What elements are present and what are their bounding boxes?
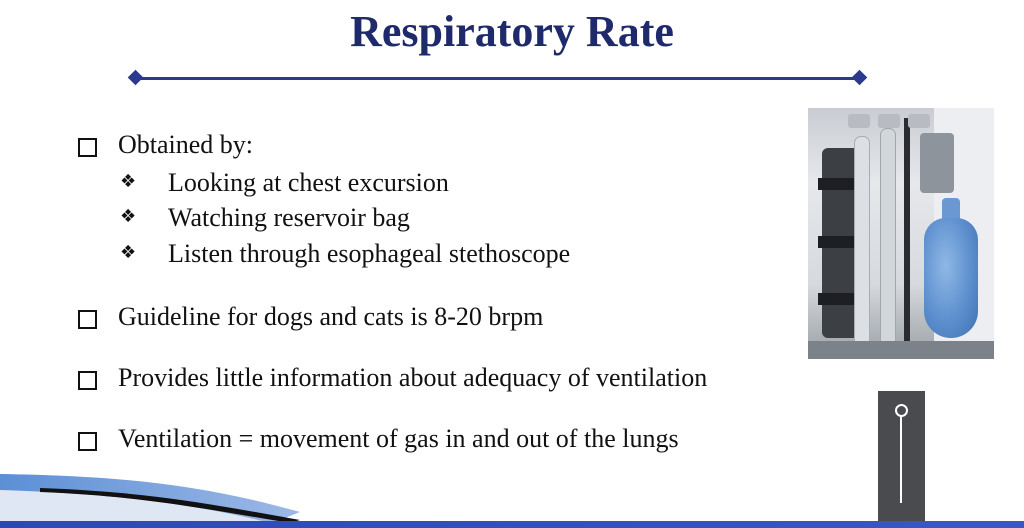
diamond-bullet-icon: ❖ (120, 206, 137, 227)
bottom-swoosh-decoration (0, 460, 1024, 528)
bullet-text: Obtained by: (118, 130, 254, 159)
sub-bullet-text: Looking at chest excursion (168, 168, 449, 197)
divider-right-diamond-icon (852, 70, 868, 86)
title-divider (136, 77, 864, 80)
checkbox-bullet-icon (78, 371, 97, 390)
slide-title: Respiratory Rate (350, 7, 674, 56)
divider-left-diamond-icon (128, 70, 144, 86)
bullet-text: Provides little information about adequacy of ventilation (118, 363, 708, 392)
diamond-bullet-icon: ❖ (120, 171, 137, 192)
checkbox-bullet-icon (78, 432, 97, 451)
anesthesia-machine-photo (808, 108, 994, 359)
bullet-text: Ventilation = movement of gas in and out of the lungs (118, 424, 679, 453)
sub-bullet-text: Watching reservoir bag (168, 203, 410, 232)
checkbox-bullet-icon (78, 138, 97, 157)
reservoir-bag (924, 218, 978, 338)
bullet-text: Guideline for dogs and cats is 8-20 brpm (118, 302, 544, 331)
sub-bullet-text: Listen through esophageal stethoscope (168, 239, 571, 268)
diamond-bullet-icon: ❖ (120, 242, 137, 263)
checkbox-bullet-icon (78, 310, 97, 329)
